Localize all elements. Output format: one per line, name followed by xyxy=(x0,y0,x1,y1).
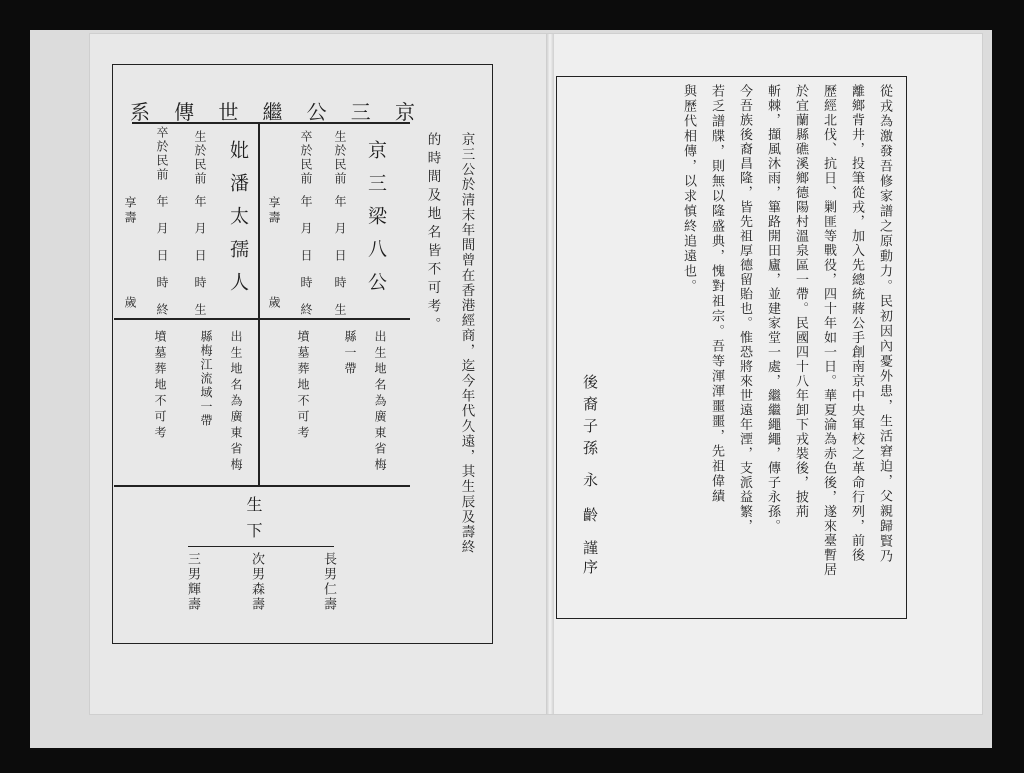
children-heading: 生下 xyxy=(244,496,263,548)
wife-born: 生於民前 xyxy=(193,130,207,186)
wife-born-date: 年月日時生 xyxy=(193,195,207,330)
header-rule xyxy=(132,122,410,124)
signer-name: 永齡 xyxy=(581,472,599,542)
preface-col-5: 斬棘，擷風沐雨，篳路開田廬，並建家堂一處，繼繼繩繩，傳子永孫。 xyxy=(765,84,780,534)
lineage-header xyxy=(130,96,415,125)
header-char: 系 xyxy=(130,100,150,124)
husband-age: 享壽 xyxy=(267,196,281,226)
children-divider xyxy=(114,485,410,487)
note-column-1: 京三公於清末年間曾在香港經商，迄今年代久遠，其生辰及壽終 xyxy=(458,132,475,555)
husband-age-unit: 歲 xyxy=(267,296,281,308)
husband-birthplace: 出生地名為廣東省梅 xyxy=(373,330,387,474)
wife-birthplace: 出生地名為廣東省梅 xyxy=(229,330,243,474)
wife-age-unit: 歲 xyxy=(123,296,137,308)
column-divider xyxy=(258,122,260,486)
header-char: 京 xyxy=(394,100,415,124)
husband-tomb: 墳墓葬地不可考 xyxy=(296,330,310,442)
husband-died: 卒於民前 xyxy=(299,130,313,186)
header-char: 公 xyxy=(306,100,327,124)
header-char: 繼 xyxy=(262,100,283,124)
husband-birthplace-cont: 縣一帶 xyxy=(343,330,357,378)
preface-col-1: 從戎為激發吾修家譜之原動力。民初因內憂外患，生活窘迫，父親歸賢乃 xyxy=(877,84,892,564)
wife-died-date: 年月日時終 xyxy=(155,195,169,330)
preface-col-3: 歷經北伐、抗日、剿匪等戰役，四十年如一日。華夏淪為赤色後，遂來臺暫居 xyxy=(821,84,836,577)
husband-born-date: 年月日時生 xyxy=(333,195,347,330)
husband-died-date: 年月日時終 xyxy=(299,195,313,330)
header-char: 三 xyxy=(350,100,371,124)
book-gutter xyxy=(546,34,554,714)
preface-col-4: 於宜蘭縣礁溪鄉德陽村溫泉區一帶。民國四十八年卸下戎裝後，披荊 xyxy=(793,84,808,519)
header-char: 傳 xyxy=(174,100,195,124)
preface-col-2: 離鄉背井，投筆從戎，加入先總統蔣公手創南京中央軍校之革命行列，前後 xyxy=(849,84,864,563)
wife-birthplace-cont: 縣梅江流域一帶 xyxy=(199,330,213,428)
wife-name: 妣潘太孺人 xyxy=(227,140,249,305)
child-3: 三男輝壽 xyxy=(185,552,200,612)
signer-suffix: 謹序 xyxy=(581,540,599,578)
wife-tomb: 墳墓葬地不可考 xyxy=(153,330,167,442)
child-2: 次男森壽 xyxy=(249,552,264,612)
children-branch-line xyxy=(188,546,334,547)
preface-col-8: 與歷代相傳，以求慎終追遠也。 xyxy=(681,84,696,294)
wife-died: 卒於民前 xyxy=(155,126,169,182)
preface-col-7: 若乏譜牒，則無以隆盛典，愧對祖宗。吾等渾渾噩噩，先祖偉績 xyxy=(709,84,724,504)
husband-born: 生於民前 xyxy=(333,130,347,186)
husband-name: 京三梁八公 xyxy=(365,140,387,305)
signature-prefix: 後裔子孫 xyxy=(581,374,599,462)
note-column-2: 的時間及地名皆不可考。 xyxy=(424,132,441,336)
wife-age: 享壽 xyxy=(123,196,137,226)
header-char: 世 xyxy=(218,100,239,124)
child-1: 長男仁壽 xyxy=(321,552,336,612)
preface-col-6: 今吾族後裔昌隆，皆先祖厚德留貽也。惟恐將來世遠年湮，支派益繁， xyxy=(737,84,752,534)
